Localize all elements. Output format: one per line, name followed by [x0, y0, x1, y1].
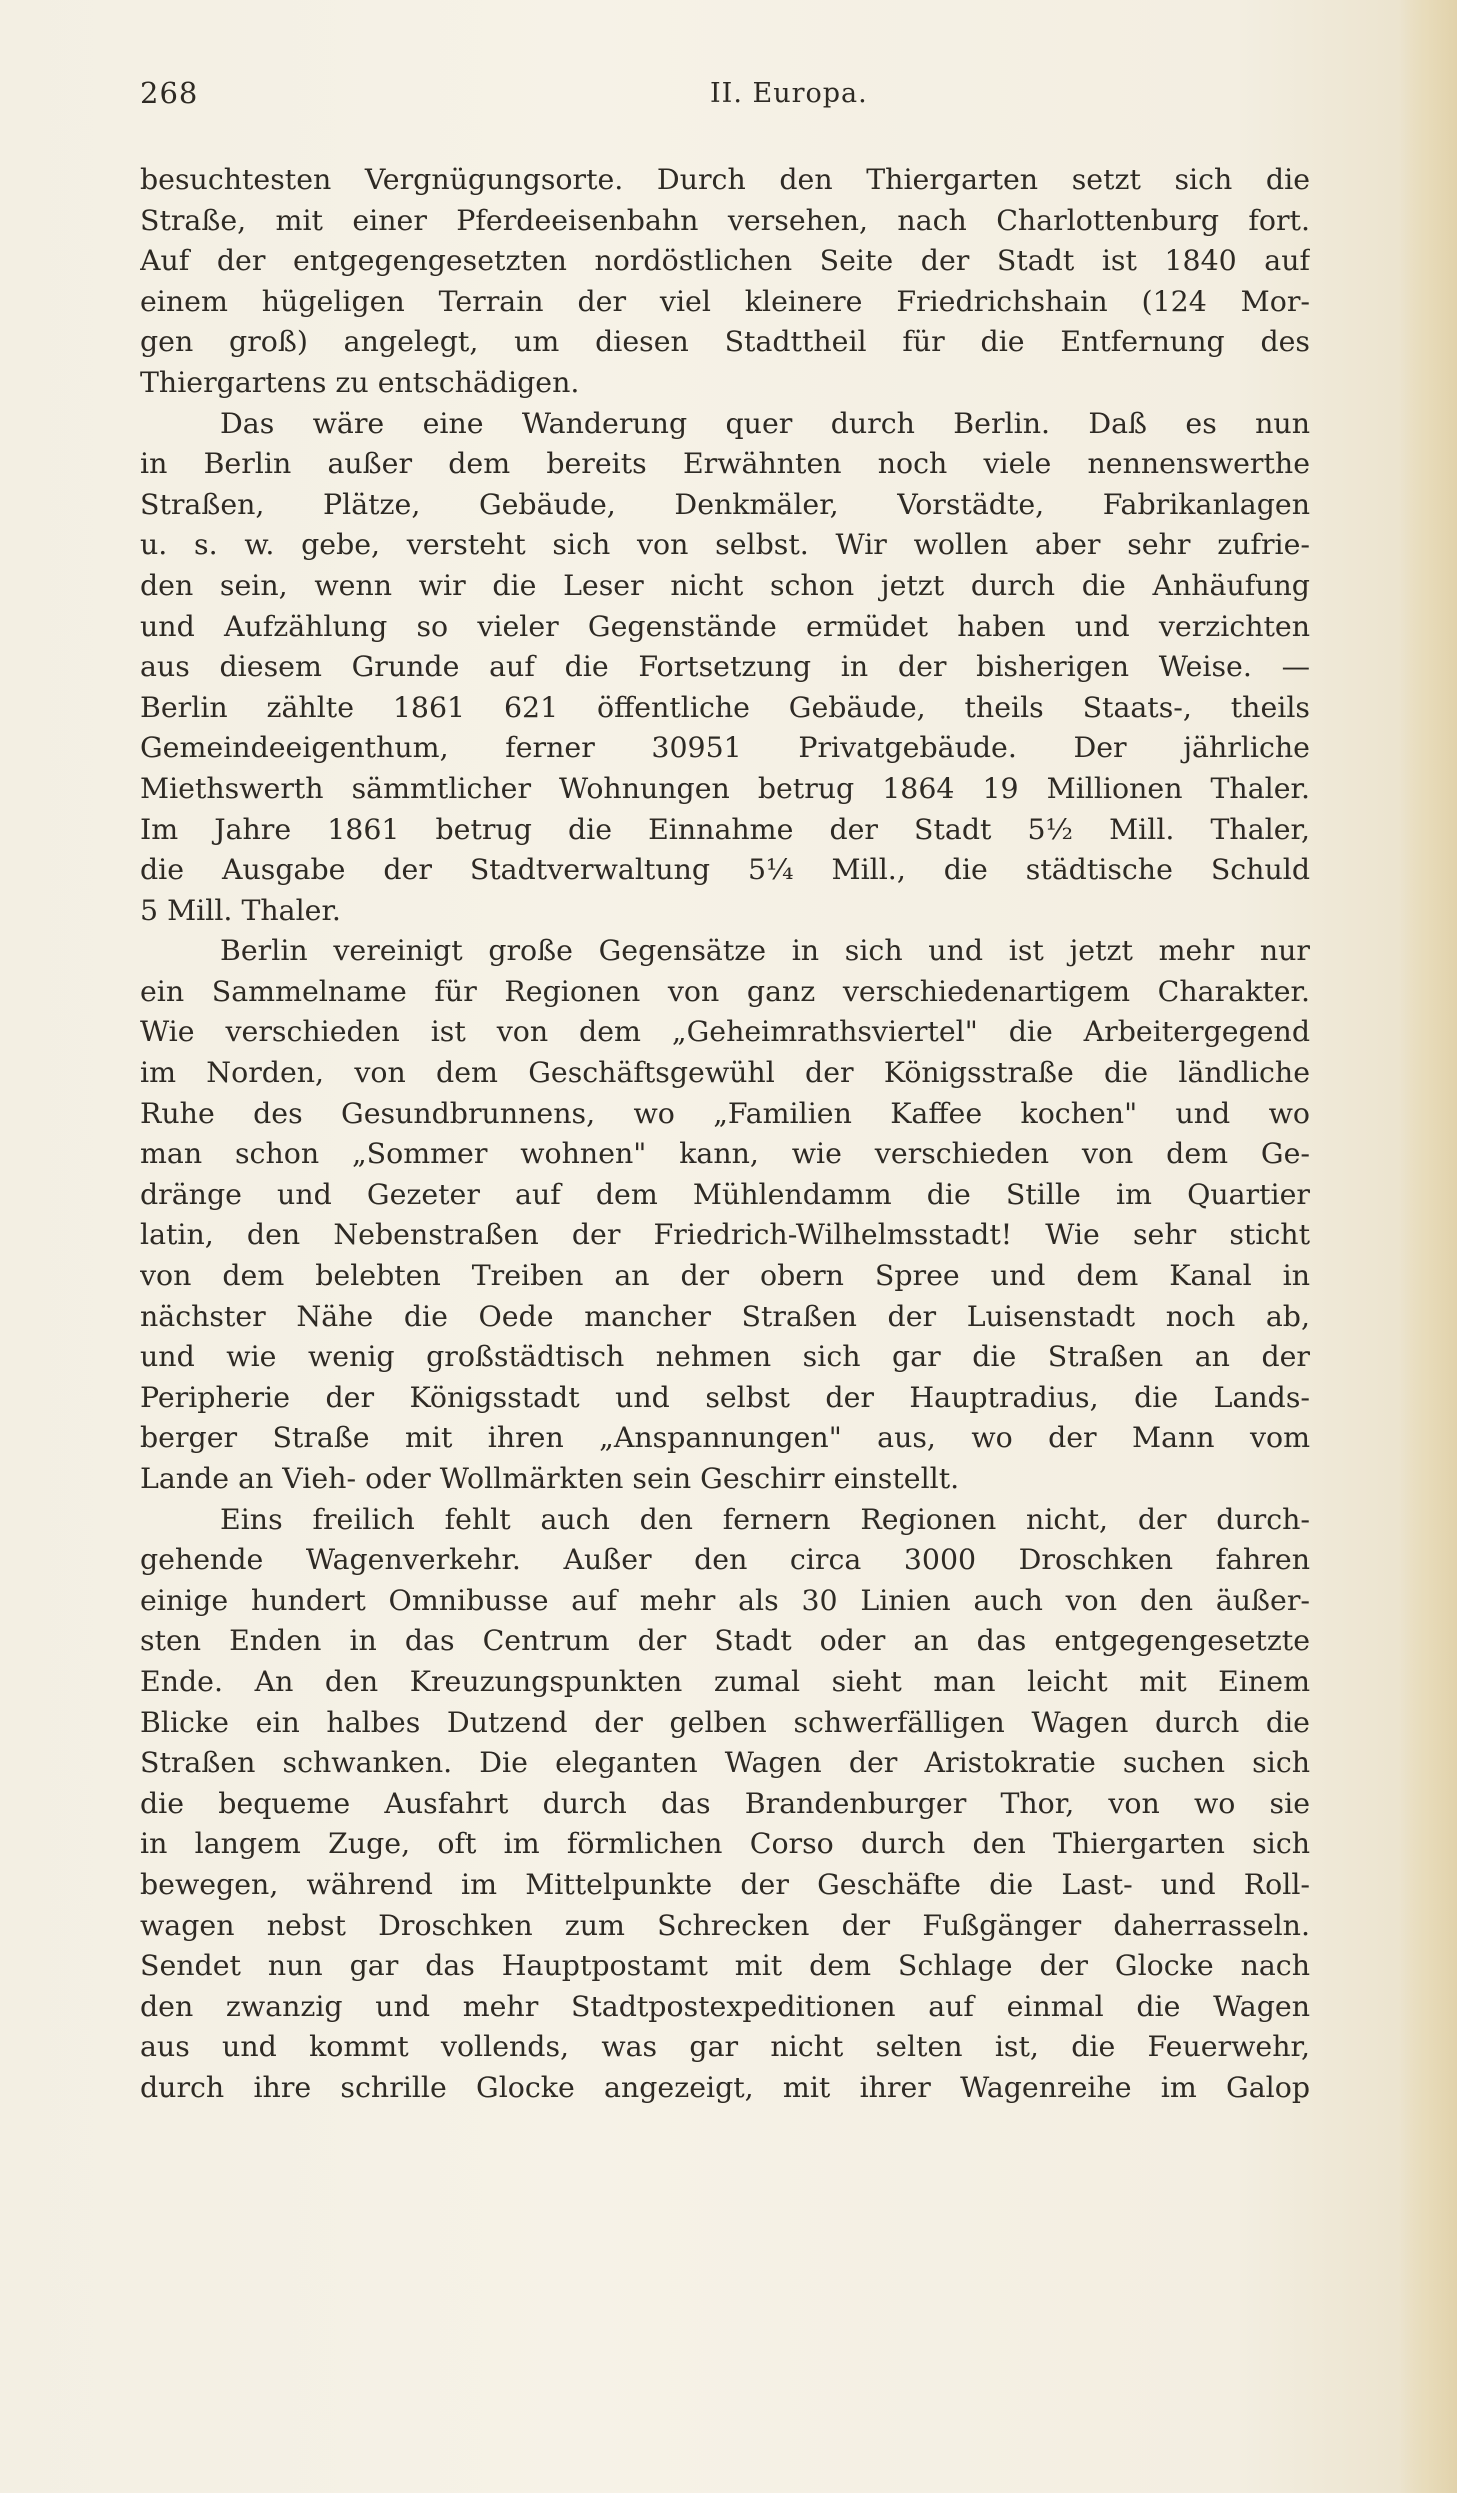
text-line: Miethswerth sämmtlicher Wohnungen betrug 1864 19 Millionen Thaler. — [140, 771, 1310, 805]
text-line: bewegen, während im Mittelpunkte der Geschäfte die Last- und Roll- — [140, 1867, 1310, 1901]
text-line: Wie verschieden ist von dem „Geheimrathsviertel" die Arbeitergegend — [140, 1015, 1310, 1049]
text-line: Ende. An den Kreuzungspunkten zumal sieht man leicht mit Einem — [140, 1664, 1310, 1698]
text-line: Blicke ein halbes Dutzend der gelben schwerfälligen Wagen durch die — [140, 1705, 1310, 1739]
text-line: einem hügeligen Terrain der viel kleinere Friedrichshain (124 Mor- — [140, 284, 1310, 318]
text-line: Straßen, Plätze, Gebäude, Denkmäler, Vorstädte, Fabrikanlagen — [140, 487, 1310, 521]
text-line: und wie wenig großstädtisch nehmen sich gar die Straßen an der — [140, 1340, 1310, 1374]
page-number: 268 — [140, 76, 199, 110]
body-text — [140, 160, 1310, 2109]
text-line: Das wäre eine Wanderung quer durch Berlin. Daß es nun — [220, 406, 1310, 440]
text-line: Eins freilich fehlt auch den fernern Regionen nicht, der durch- — [220, 1502, 1310, 1536]
text-line: nächster Nähe die Oede mancher Straßen der Luisenstadt noch ab, — [140, 1299, 1310, 1333]
text-line: in Berlin außer dem bereits Erwähnten noch viele nennenswerthe — [140, 447, 1310, 481]
text-line: den sein, wenn wir die Leser nicht schon jetzt durch die Anhäufung — [140, 568, 1310, 602]
text-line: Sendet nun gar das Hauptpostamt mit dem Schlage der Glocke nach — [140, 1949, 1310, 1983]
text-line: Im Jahre 1861 betrug die Einnahme der Stadt 5½ Mill. Thaler, — [140, 812, 1310, 846]
text-line: Ruhe des Gesundbrunnens, wo „Familien Kaffee kochen" und wo — [140, 1096, 1310, 1130]
text-line: den zwanzig und mehr Stadtpostexpeditionen auf einmal die Wagen — [140, 1989, 1310, 2023]
text-line: und Aufzählung so vieler Gegenstände ermüdet haben und verzichten — [140, 609, 1310, 643]
text-line: wagen nebst Droschken zum Schrecken der Fußgänger daherrasseln. — [140, 1908, 1310, 1942]
text-line: Lande an Vieh- oder Wollmärkten sein Geschirr einstellt. — [140, 1462, 960, 1495]
text-line: von dem belebten Treiben an der obern Spree und dem Kanal in — [140, 1259, 1310, 1293]
running-head: II. Europa. — [710, 78, 868, 109]
text-line: besuchtesten Vergnügungsorte. Durch den Thiergarten setzt sich die — [140, 163, 1310, 196]
text-line: in langem Zuge, oft im förmlichen Corso durch den Thiergarten sich — [140, 1827, 1310, 1861]
text-line: man schon „Sommer wohnen" kann, wie verschieden von dem Ge- — [140, 1137, 1310, 1171]
text-line: die Ausgabe der Stadtverwaltung 5¼ Mill., die städtische Schuld — [140, 853, 1310, 887]
text-line: 5 Mill. Thaler. — [140, 893, 341, 927]
text-line: Peripherie der Königsstadt und selbst der Hauptradius, die Lands- — [140, 1380, 1310, 1414]
text-line: Gemeindeeigenthum, ferner 30951 Privatgebäude. Der jährliche — [140, 731, 1310, 765]
text-line: Thiergartens zu entschädigen. — [140, 365, 580, 399]
text-line: latin, den Nebenstraßen der Friedrich-Wilhelmsstadt! Wie sehr sticht — [140, 1218, 1310, 1252]
text-line: durch ihre schrille Glocke angezeigt, mit ihrer Wagenreihe im Galop — [140, 2070, 1310, 2104]
text-line: die bequeme Ausfahrt durch das Brandenburger Thor, von wo sie — [140, 1786, 1310, 1820]
text-line: aus und kommt vollends, was gar nicht selten ist, die Feuerwehr, — [140, 2030, 1310, 2064]
text-line: berger Straße mit ihren „Anspannungen" aus, wo der Mann vom — [140, 1421, 1310, 1455]
text-line: Straße, mit einer Pferdeeisenbahn versehen, nach Charlottenburg fort. — [140, 203, 1310, 237]
text-line: einige hundert Omnibusse auf mehr als 30 Linien auch von den äußer- — [140, 1583, 1310, 1617]
page-edge-shadow — [1399, 0, 1457, 2493]
text-line: Straßen schwanken. Die eleganten Wagen der Aristokratie suchen sich — [140, 1746, 1310, 1780]
text-line: sten Enden in das Centrum der Stadt oder an das entgegengesetzte — [140, 1624, 1310, 1658]
text-line: u. s. w. gebe, versteht sich von selbst. Wir wollen aber sehr zufrie- — [140, 528, 1310, 562]
text-line: Auf der entgegengesetzten nordöstlichen Seite der Stadt ist 1840 auf — [140, 244, 1310, 278]
text-line: gehende Wagenverkehr. Außer den circa 3000 Droschken fahren — [140, 1543, 1310, 1577]
text-line: ein Sammelname für Regionen von ganz verschiedenartigem Charakter. — [140, 974, 1310, 1008]
page-header — [140, 76, 1310, 122]
text-line: Berlin vereinigt große Gegensätze in sich und ist jetzt mehr nur — [220, 934, 1310, 968]
text-line: dränge und Gezeter auf dem Mühlendamm die Stille im Quartier — [140, 1177, 1310, 1211]
text-line: Berlin zählte 1861 621 öffentliche Gebäude, theils Staats-, theils — [140, 690, 1310, 724]
text-line: gen groß) angelegt, um diesen Stadttheil für die Entfernung des — [140, 325, 1310, 359]
text-line: aus diesem Grunde auf die Fortsetzung in der bisherigen Weise. — — [140, 650, 1310, 684]
text-line: im Norden, von dem Geschäftsgewühl der Königsstraße die ländliche — [140, 1056, 1310, 1090]
